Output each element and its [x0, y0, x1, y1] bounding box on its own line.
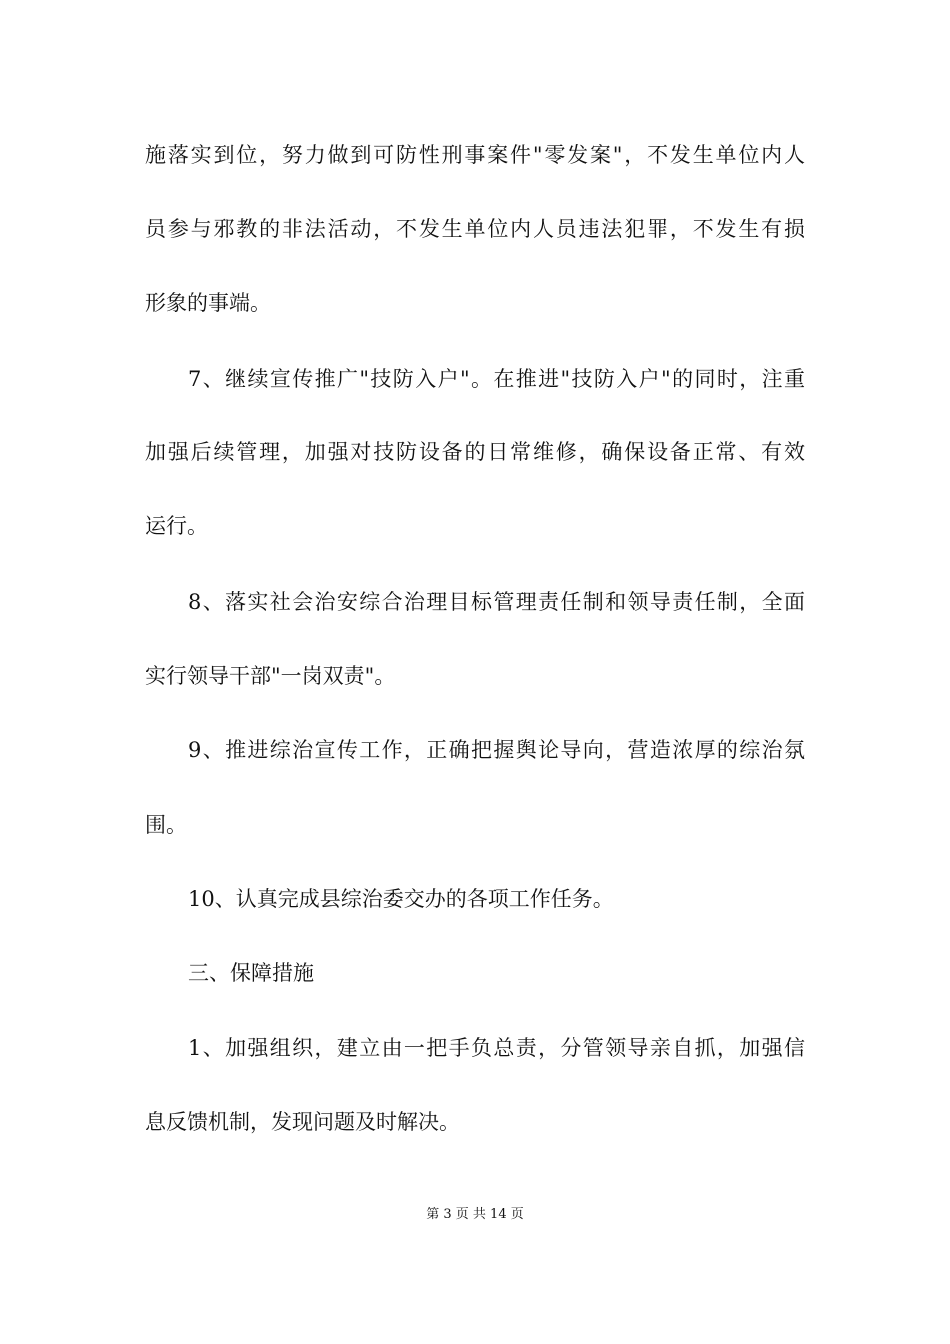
- text-line: 实行领导干部"一岗双责"。: [145, 664, 396, 688]
- section-heading: 三、保障措施: [188, 961, 314, 985]
- text-line: 围。: [145, 813, 187, 837]
- page-number: 第 3 页 共 14 页: [426, 1207, 524, 1222]
- paragraph-7-start: 7、继续宣传推广"技防入户"。在推进"技防入户"的同时，注重: [188, 367, 805, 391]
- text-line: 员参与邪教的非法活动，不发生单位内人员违法犯罪，不发生有损: [145, 217, 805, 241]
- text-line: 形象的事端。: [145, 291, 271, 315]
- paragraph-1-start: 1、加强组织，建立由一把手负总责，分管领导亲自抓，加强信: [188, 1036, 805, 1060]
- text-line: 施落实到位，努力做到可防性刑事案件"零发案"，不发生单位内人: [145, 143, 805, 167]
- text-line: 运行。: [145, 514, 208, 538]
- text-line: 息反馈机制，发现问题及时解决。: [145, 1110, 460, 1134]
- text-line: 加强后续管理，加强对技防设备的日常维修，确保设备正常、有效: [145, 440, 805, 464]
- paragraph-9-start: 9、推进综治宣传工作，正确把握舆论导向，营造浓厚的综治氛: [188, 738, 805, 762]
- paragraph-10: 10、认真完成县综治委交办的各项工作任务。: [188, 887, 614, 911]
- paragraph-8-start: 8、落实社会治安综合治理目标管理责任制和领导责任制，全面: [188, 590, 805, 614]
